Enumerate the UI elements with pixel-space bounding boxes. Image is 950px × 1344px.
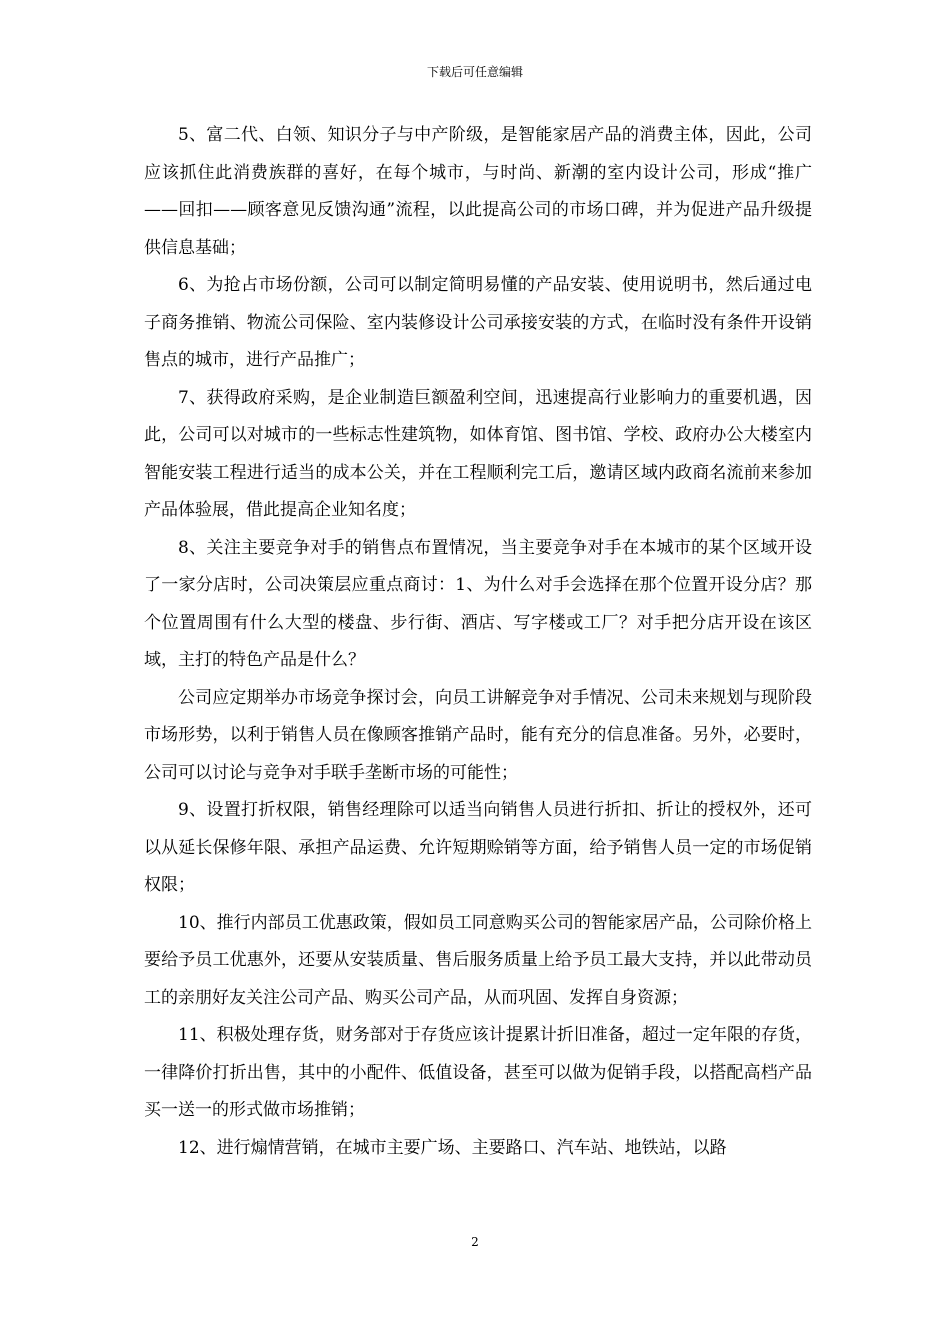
paragraph-12: 12、进行煽情营销，在城市主要广场、主要路口、汽车站、地铁站，以路	[178, 1137, 727, 1158]
page-number: 2	[471, 1235, 479, 1249]
paragraph-11: 11、积极处理存货，财务部对于存货应该计提累计折旧准备，超过一定年限的存货，一律降价打折出售，其中的小配件、低值设备，甚至可以做为促销手段，以搭配高档产品买一送一的形式做市场推销；	[144, 1025, 812, 1120]
paragraph-8: 8、关注主要竞争对手的销售点布置情况，当主要竞争对手在本城市的某个区域开设了一家分店时，公司决策层应重点商讨：1、为什么对手会选择在那个位置开设分店？那个位置周围有什么大型的楼盘、步行街、酒店、写字楼或工厂？对手把分店开设在该区域，主打的特色产品是什么？	[144, 537, 812, 670]
paragraph-5: 5、富二代、白领、知识分子与中产阶级，是智能家居产品的消费主体，因此，公司应该抓住此消费族群的喜好，在每个城市，与时尚、新潮的室内设计公司，形成“推广——回扣——顾客意见反馈沟通”流程，以此提高公司的市场口碑，并为促进产品升级提供信息基础；	[144, 125, 812, 258]
paragraph-8-followup: 公司应定期举办市场竞争探讨会，向员工讲解竞争对手情况、公司未来规划与现阶段市场形势，以利于销售人员在像顾客推销产品时，能有充分的信息准备。另外，必要时，公司可以讨论与竞争对手联手垄断市场的可能性；	[144, 687, 812, 783]
page-header: 下载后可任意编辑	[426, 65, 523, 79]
paragraph-6: 6、为抢占市场份额，公司可以制定简明易懂的产品安装、使用说明书，然后通过电子商务推销、物流公司保险、室内装修设计公司承接安装的方式，在临时没有条件开设销售点的城市，进行产品推广；	[144, 275, 812, 370]
paragraph-9: 9、设置打折权限，销售经理除可以适当向销售人员进行折扣、折让的授权外，还可以从延长保修年限、承担产品运费、允许短期赊销等方面，给予销售人员一定的市场促销权限；	[144, 800, 812, 895]
paragraph-7: 7、获得政府采购，是企业制造巨额盈利空间，迅速提高行业影响力的重要机遇，因此，公司可以对城市的一些标志性建筑物，如体育馆、图书馆、学校、政府办公大楼室内智能安装工程进行适当的成本公关，并在工程顺利完工后，邀请区域内政商名流前来参加产品体验展，借此提高企业知名度；	[144, 387, 812, 520]
paragraph-10: 10、推行内部员工优惠政策，假如员工同意购买公司的智能家居产品，公司除价格上要给予员工优惠外，还要从安装质量、售后服务质量上给予员工最大支持，并以此带动员工的亲朋好友关注公司产品、购买公司产品，从而巩固、发挥自身资源；	[144, 912, 812, 1008]
document-body	[144, 117, 812, 1167]
